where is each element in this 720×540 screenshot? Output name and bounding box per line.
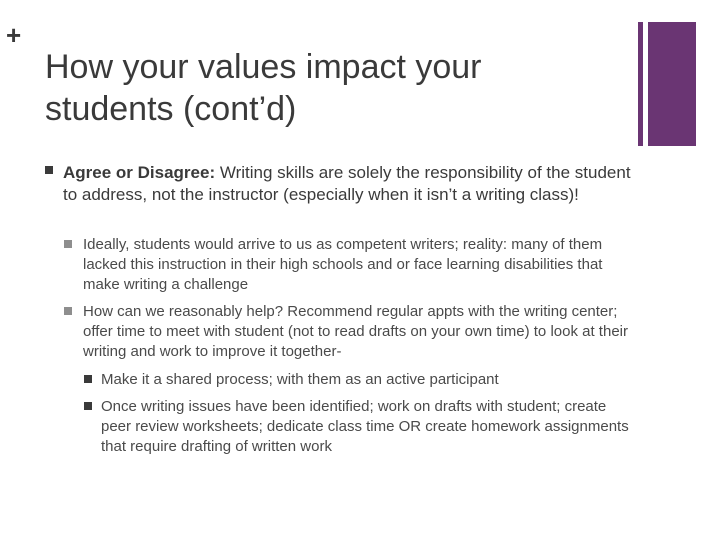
bullet-text: Once writing issues have been identified; work on drafts with student; create peer review worksheets; dedicate class time OR create homework assignments that require drafting of written work [101,398,629,455]
square-bullet-icon [84,375,92,383]
square-bullet-icon [84,402,92,410]
bullet-lead: Agree or Disagree: [63,163,216,182]
bullet-text: Ideally, students would arrive to us as competent writers; reality: many of them lacked this instruction in their high schools and or face learning disabilities that make writing a challenge [83,236,603,293]
accent-bar-thin [638,22,643,146]
square-bullet-icon [45,166,53,174]
accent-bar-thick [648,22,696,146]
bullet-text: How can we reasonably help? Recommend regular appts with the writing center; offer time to meet with student (not to read drafts on your own time) to look at their writing and work to improve it together- [83,303,628,360]
square-bullet-icon [64,240,72,248]
bullet-text [63,162,638,206]
bullet-body: Writing skills are solely the responsibility of the student to address, not the instructor (especially when it isn’t a writing class)! [63,163,631,204]
bullet-text: Make it a shared process; with them as an active participant [101,371,499,388]
square-bullet-icon [64,307,72,315]
slide-title: How your values impact your students (cont’d) [45,48,482,128]
corner-plus-mark: + [6,20,22,50]
